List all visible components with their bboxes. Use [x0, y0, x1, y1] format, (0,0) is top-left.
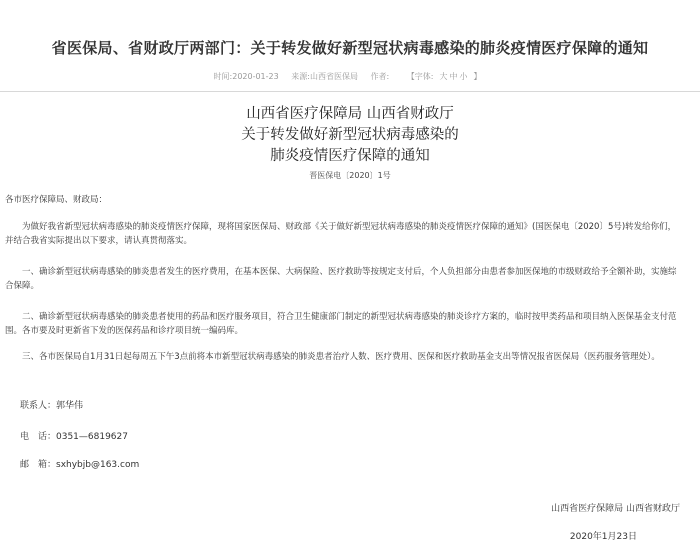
addressee: 各市医疗保障局、财政局： [5, 195, 108, 205]
doc-heading-line-2: 关于转发做好新型冠状病毒感染的 [241, 127, 459, 143]
paragraph-item-3: 三、各市医保局自1月31日起每周五下午3点前将本市新型冠状病毒感染的肺炎患者治疗人数、医疗费用、医保和医疗救助基金支出等情况报省医保局（医药服务管理处）。 [22, 352, 660, 362]
font-size-medium-link[interactable]: 中 [449, 72, 458, 81]
contact-person: 联系人：郭华伟 [20, 401, 84, 411]
contact-phone: 电 话：0351—6819627 [20, 432, 128, 442]
contact-email: 邮 箱：sxhybjb@163.com [20, 460, 140, 470]
font-size-label: 【字体: [406, 72, 434, 81]
article-meta [0, 71, 700, 82]
doc-heading-line-1: 山西省医疗保障局 山西省财政厅 [246, 106, 454, 122]
font-size-selector [402, 72, 487, 81]
article-source: 来源:山西省医保局 [291, 72, 358, 81]
publish-time: 时间:2020-01-23 [213, 72, 279, 81]
header-divider [0, 91, 700, 92]
signature: 山西省医疗保障局 山西省财政厅 [551, 504, 680, 514]
issue-date: 2020年1月23日 [569, 532, 637, 542]
doc-number: 晋医保电〔2020〕1号 [309, 171, 391, 180]
font-size-close: 】 [473, 72, 482, 81]
doc-heading-line-3: 肺炎疫情医疗保障的通知 [270, 148, 430, 164]
article-title: 省医保局、省财政厅两部门：关于转发做好新型冠状病毒感染的肺炎疫情医疗保障的通知 [51, 39, 649, 57]
font-size-small-link[interactable]: 小 [459, 72, 468, 81]
article-author: 作者: [370, 72, 390, 81]
paragraph-intro: 为做好我省新型冠状病毒感染的肺炎疫情医疗保障，现将国家医保局、财政部《关于做好新型冠状病毒感染的肺炎疫情医疗保障的通知》(国医保电〔2020〕5号)转发给你们，并结合我省实际提出以下要求，请认真贯彻落实。 [5, 222, 677, 246]
paragraph-item-1: 一、确诊新型冠状病毒感染的肺炎患者发生的医疗费用，在基本医保、大病保险、医疗救助等按规定支付后，个人负担部分由患者参加医保地的市级财政给予全额补助，实施综合保障。 [5, 267, 677, 291]
font-size-large-link[interactable]: 大 [439, 72, 448, 81]
paragraph-item-2: 二、确诊新型冠状病毒感染的肺炎患者使用的药品和医疗服务项目，符合卫生健康部门制定的新型冠状病毒感染的肺炎诊疗方案的，临时按甲类药品和项目纳入医保基金支付范围。各市要及时更新省下发的医保药品和诊疗项目统一编码库。 [5, 312, 677, 336]
